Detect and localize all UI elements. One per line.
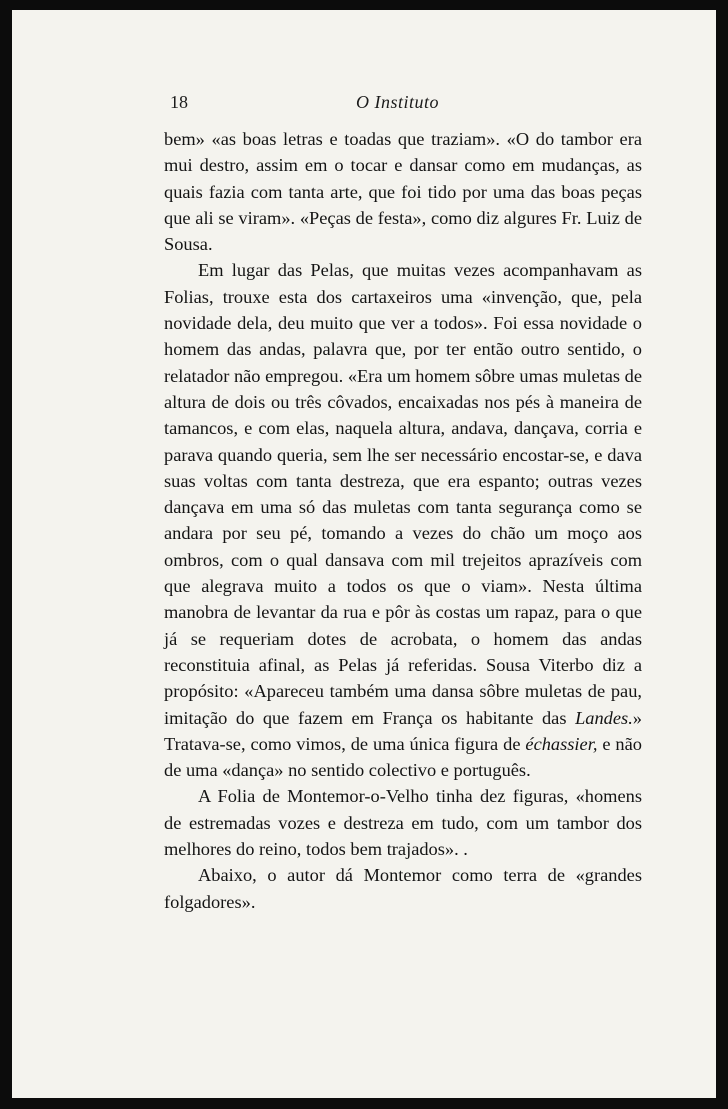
text-run: Em lugar das Pelas, que muitas vezes acompanhavam as Folias, trouxe esta dos cartaxeiros uma «invenção, que, pela novidade dela, deu muito que ver a todos». Foi essa novidade o homem das andas, palavra que, por ter então outro sentido, o relatador não empregou. «Era um homem sôbre umas muletas de altura de dois ou três côvados, encaixadas nos pés à maneira de tamancos, e com elas, naquela altura, andava, dançava, corria e parava quando queria, sem lhe ser necessário encostar-se, e dava suas voltas com tanta destreza, que era espanto; outras vezes dançava em uma só das muletas com tanta segurança como se andara por seu pé, tomando a vezes do chão um moço aos ombros, com o qual dansava com mil trejeitos aprazíveis com que alegrava muito a todos os que o viam». Nesta última manobra de levantar da rua e pôr às costas um rapaz, para o que já se requeriam dotes de acrobata, o homem das andas reconstituia afinal, as Pelas já referidas. Sousa Viterbo diz a propósito: «Apareceu também uma dansa sôbre muletas de pau, imitação do que fazem em França os habitante das: [164, 260, 643, 728]
italic-term-echassier: échassier,: [525, 733, 598, 754]
book-page: [12, 10, 716, 1098]
body-text: [164, 126, 642, 915]
text-run: » Tratava-se, como vimos, de uma única figura de: [164, 707, 642, 754]
page-number: 18: [170, 92, 188, 112]
text-run: Abaixo, o autor dá Montemor como terra de «grandes folgadores».: [164, 865, 642, 912]
paragraph-4: [164, 862, 642, 915]
text-run: A Folia de Montemor-o-Velho tinha dez figuras, «homens de estremadas vozes e destreza em tudo, com um tambor dos melhores do reino, todos bem trajados». .: [164, 786, 642, 860]
text-run: e não de uma «dança» no sentido colectivo e português.: [164, 733, 642, 781]
paragraph-3: [164, 783, 642, 862]
paragraph-2: [164, 257, 642, 783]
paragraph-1: [164, 126, 642, 257]
running-title: O Instituto: [356, 92, 440, 112]
text-run: bem» «as boas letras e toadas que traziam». «O do tambor era mui destro, assim em o tocar e dansar como em mudanças, as quais fazia com tanta arte, que foi tido por uma das boas peças que ali se viram». «Peças de festa», como diz algures Fr. Luiz de Sousa.: [164, 129, 642, 255]
italic-term-landes: Landes.: [575, 707, 633, 728]
